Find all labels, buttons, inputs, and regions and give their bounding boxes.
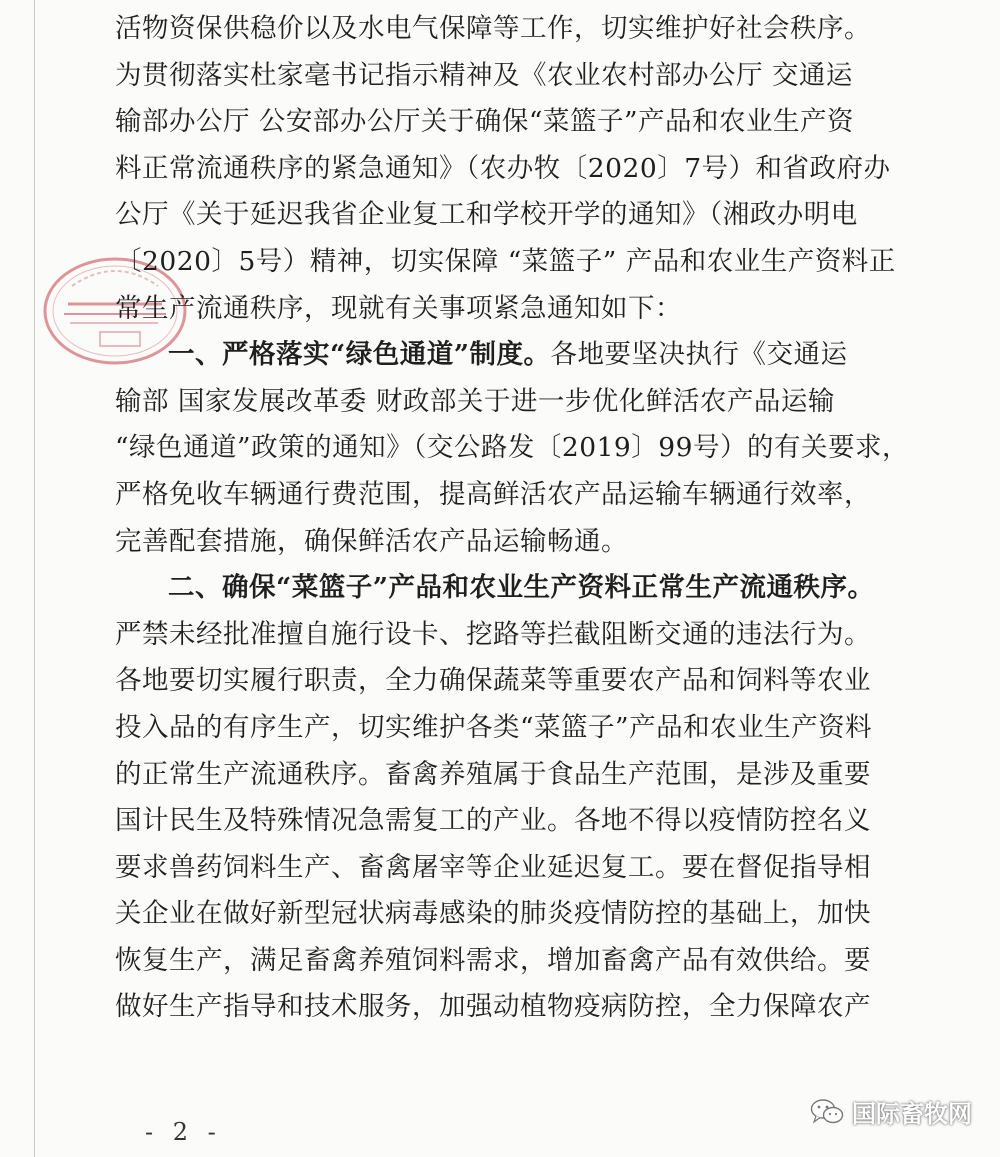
text-line: 严格免收车辆通行费范围，提高鲜活农产品运输车辆通行效率，	[115, 478, 871, 510]
text-line: 严禁未经批准擅自施行设卡、挖路等拦截阻断交通的违法行为。	[115, 618, 871, 650]
page-number: - 2 -	[145, 1118, 222, 1146]
document-body	[115, 6, 910, 1031]
text-line: 投入品的有序生产，切实维护各类“菜篮子”产品和农业生产资料	[115, 711, 873, 743]
text-line: 各地要切实履行职责，全力确保蔬菜等重要农产品和饲料等农业	[115, 665, 871, 697]
text-line: 常生产流通秩序，现就有关事项紧急通知如下：	[115, 292, 682, 324]
text-line: 国计民生及特殊情况急需复工的产业。各地不得以疫情防控名义	[115, 805, 871, 837]
text-line: 公厅《关于延迟我省企业复工和学校开学的通知》（湘政办明电	[115, 199, 858, 231]
text-line: 料正常流通秩序的紧急通知》（农办牧〔2020〕7号）和省政府办	[115, 152, 891, 184]
text-line: 输部办公厅 公安部办公厅关于确保“菜篮子”产品和农业生产资	[115, 106, 855, 138]
text-line: “绿色通道”政策的通知》（交公路发〔2019〕99号）的有关要求，	[115, 432, 910, 464]
text-line: 输部 国家发展改革委 财政部关于进一步优化鲜活农产品运输	[115, 385, 835, 417]
section-one-heading: 一、严格落实“绿色通道”制度。	[168, 339, 551, 371]
text-line: 的正常生产流通秩序。畜禽养殖属于食品生产范围，是涉及重要	[115, 758, 871, 790]
text-line: 关企业在做好新型冠状病毒感染的肺炎疫情防控的基础上，加快	[115, 898, 871, 930]
binding-margin-line	[34, 0, 35, 1157]
text-line: 为贯彻落实杜家毫书记指示精神及《农业农村部办公厅 交通运	[115, 59, 853, 91]
text-line: 活物资保供稳价以及水电气保障等工作，切实维护好社会秩序。	[115, 13, 871, 44]
text-line: 〔2020〕5号）精神，切实保障 “菜篮子” 产品和农业生产资料正	[115, 245, 896, 277]
section-two-heading: 二、确保“菜篮子”产品和农业生产资料正常生产流通秩序。	[168, 572, 875, 604]
section-one-first-line	[115, 332, 885, 379]
text-line: 做好生产指导和技术服务，加强动植物疫病防控，全力保障农产	[115, 991, 871, 1023]
section-one-text: 各地要坚决执行《交通运	[550, 339, 848, 371]
text-line: 恢复生产，满足畜禽养殖饲料需求，增加畜禽产品有效供给。要	[115, 944, 871, 976]
watermark-text: 国际畜牧网	[852, 1100, 972, 1128]
text-line: 完善配套措施，确保鲜活农产品运输畅通。	[115, 525, 628, 557]
source-watermark	[810, 1094, 972, 1129]
text-line: 要求兽药饲料生产、畜禽屠宰等企业延迟复工。要在督促指导相	[115, 851, 871, 883]
wechat-icon	[810, 1098, 844, 1126]
section-two-first-line	[115, 565, 885, 612]
